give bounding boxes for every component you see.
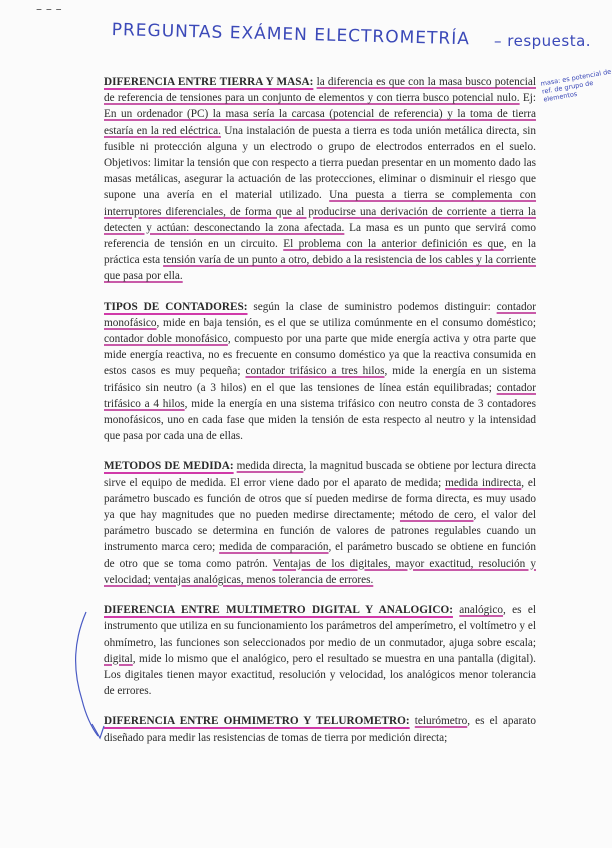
top-dash-mark: – – – (36, 2, 62, 16)
body-text: , es el aparato diseñado para medir las resistencias de tomas de tierra por medición directa; (104, 715, 536, 744)
section-4 (104, 602, 536, 699)
section-paragraph (104, 602, 536, 699)
document-body (104, 74, 536, 760)
body-text: según la clase de suministro podemos distinguir: (247, 300, 497, 313)
body-text: Una instalación de puesta a tierra es toda unión metálica directa, sin fusible ni protección alguna y un electrodo o grupo de electrodos enterrados en el suelo. Objetivos: limitar la tensión que con respecto a tierra puedan presentar en un momento dado las masas metálicas, asegurar la actuación de las protecciones, eliminar o disminuir el riesgo que supone una avería en el material utilizado. (104, 124, 536, 202)
margin-arrow-mark (92, 724, 104, 738)
margin-bracket-mark (76, 612, 98, 736)
body-text: , el parámetro buscado es función de otros que sí pueden medirse de forma directa, es muy usado ya que hay magnitudes que no pueden medirse directamente; (104, 476, 536, 522)
body-text: , mide en baja tensión, es el que se utiliza comúnmente en el consumo doméstico; (156, 316, 536, 329)
section-heading: DIFERENCIA ENTRE OHMIMETRO Y TELUROMETRO: (104, 715, 410, 728)
section-heading: TIPOS DE CONTADORES: (104, 300, 248, 313)
section-paragraph (104, 458, 536, 588)
underlined-text: medida indirecta (445, 476, 522, 489)
section-heading: METODOS DE MEDIDA: (104, 460, 234, 473)
underlined-text: contador trifásico a tres hilos (245, 365, 385, 378)
underlined-text: telurómetro (414, 715, 468, 728)
body-text: , es el instrumento que utiliza en su funcionamiento los parámetros del amperímetro, el voltímetro y el ohmímetro, las funciones son seleccionados por medio de un conmutador, ajuga sobre escala; (104, 604, 536, 649)
underlined-text: Ventajas de los digitales, mayor exactitud, resolución y velocidad; ventajas analógicas, menos tolerancia de errores. (104, 557, 536, 586)
section-paragraph (104, 713, 536, 745)
underlined-text: analógico (459, 604, 504, 617)
section-paragraph (104, 299, 536, 445)
handwritten-answer-note: – respuesta. (494, 32, 592, 50)
body-text: , mide lo mismo que el analógico, pero el resultado se muestra en una pantalla (digital). Los digitales tienen mayor exactitud, resolución y velocidad, los analógicos menor tolerancia de errores. (104, 652, 536, 698)
underlined-text: medida directa (236, 460, 304, 473)
underlined-text: método de cero (399, 509, 474, 522)
underlined-text: contador monofásico (104, 300, 536, 329)
handwritten-title: PREGUNTAS EXÁMEN ELECTROMETRÍA (111, 20, 471, 50)
section-2 (104, 299, 536, 445)
section-heading: DIFERENCIA ENTRE TIERRA Y MASA: (104, 76, 314, 88)
margin-annotation: masa: es potencial de ref. de grupo de elementos (540, 67, 612, 104)
section-paragraph (104, 74, 536, 285)
underlined-text: la diferencia es que con la masa busco potencial de referencia de tensiones para un conjunto de elementos y con tierra busco potencial nulo. (104, 76, 536, 105)
body-text: Ej: (519, 92, 536, 105)
underlined-text: En un ordenador (PC) la masa sería la carcasa (potencial de referencia) y la toma de tierra estaría en la red eléctrica. (104, 108, 536, 137)
body-text: La masa es un punto que servirá como referencia de tensión en un circuito. (104, 221, 536, 251)
body-text: , el valor del parámetro buscado se determina en función de valores de patrones regulables cuando un instrumento marca cero; (104, 509, 536, 554)
underlined-text: tensión varía de un punto a otro, debido a la resistencia de los cables y la corriente que pasa por ella. (104, 254, 536, 283)
underlined-text: medida de comparación (219, 541, 329, 554)
body-text: , el parámetro buscado se obtiene en función de otro que se toma como patrón. (104, 541, 536, 570)
section-3 (104, 458, 536, 588)
underlined-text: contador doble monofásico (104, 333, 228, 346)
underlined-text: Una puesta a tierra se complementa con interruptores diferenciales, de forma que al producirse una derivación de corriente a tierra la detecten y actúan: desconectando la zona afectada. (104, 189, 537, 234)
body-text: , la magnitud buscada se obtiene por lectura directa sirve el equipo de medida. El error viene dado por el aparato de medida; (104, 460, 536, 489)
section-1 (104, 74, 536, 285)
body-text: , mide la energía en un sistema trifásico sin neutro (a 3 hilos) en el que las tensiones de línea están equilibradas; (104, 365, 536, 394)
underlined-text: contador trifásico a 4 hilos (104, 381, 536, 410)
body-text: , mide la energía en una sistema trifásico con neutro consta de 3 contadores monofásicos, uno en cada fase que miden la tensión de esta respecto al neutro y la intensidad que pasa por cada una de ellas. (104, 397, 536, 443)
section-5 (104, 713, 536, 745)
body-text: , en la práctica esta (104, 238, 536, 267)
underlined-text: El problema con la anterior definición es que (283, 238, 504, 251)
section-heading: DIFERENCIA ENTRE MULTIMETRO DIGITAL Y ANALOGICO: (104, 604, 453, 617)
body-text: , compuesto por una parte que mide energía activa y otra parte que mide energía reactiva, no es frecuente en consumo doméstico ya que la reactiva consumida en estos casos es muy pequeña; (104, 333, 536, 378)
underlined-text: digital (104, 652, 133, 665)
